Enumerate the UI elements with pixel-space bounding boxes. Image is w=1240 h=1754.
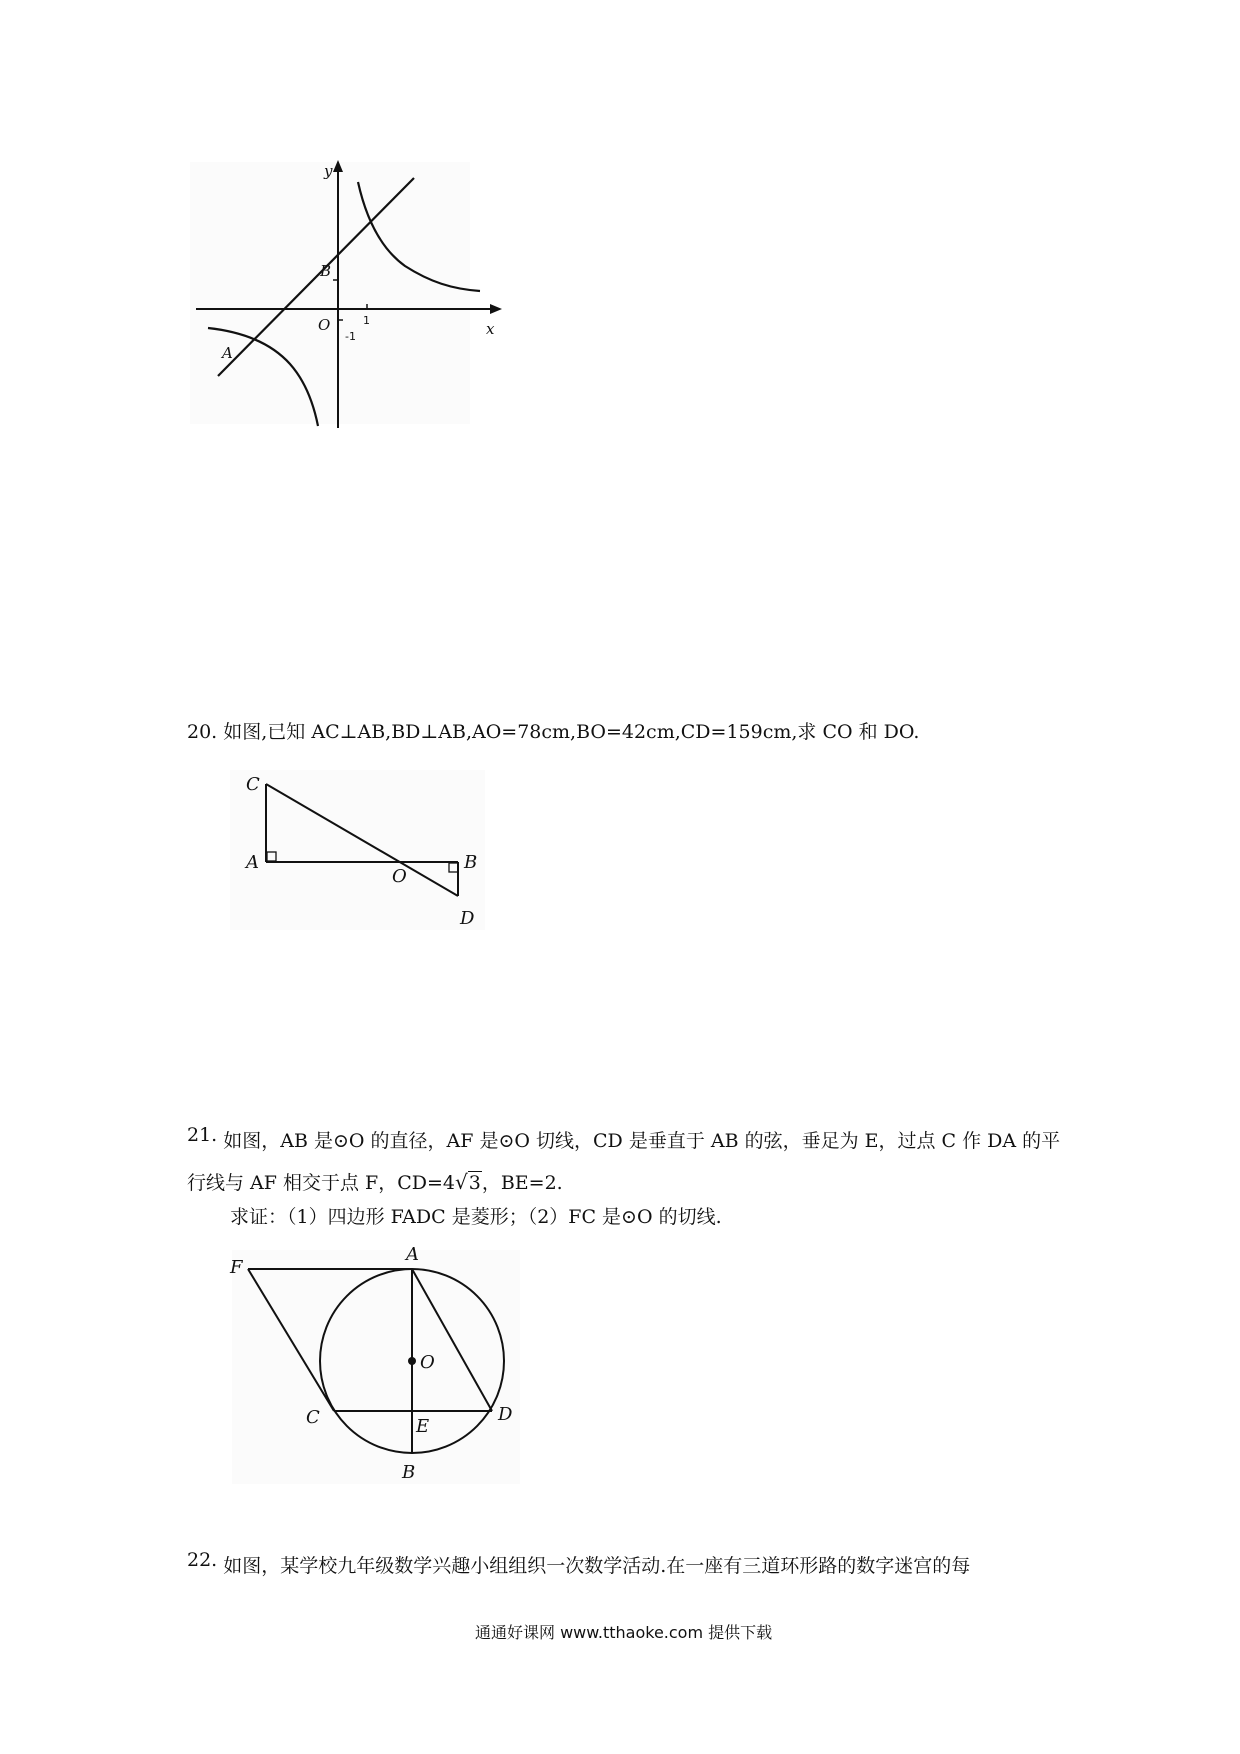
q20-label-c: C [246, 774, 260, 795]
q21-label-o: O [420, 1352, 435, 1373]
q21-label-e: E [416, 1416, 430, 1437]
point-a-label: A [222, 344, 233, 362]
q21-line2 [187, 1169, 563, 1196]
q21-line2-rad: 3 [468, 1172, 481, 1194]
x-axis-arrow-icon [490, 304, 502, 314]
q21-line3 [230, 1204, 722, 1230]
q21-line3-text: 求证：（1）四边形 FADC 是菱形；（2）FC 是⊙O 的切线. [230, 1206, 722, 1228]
x-axis-label: x [486, 320, 495, 338]
q21-label-a: A [406, 1244, 419, 1265]
q21-figure [226, 1242, 526, 1492]
y-tick-label: -1 [345, 330, 356, 343]
q21-label-c: C [306, 1407, 320, 1428]
q21-number: 21. [187, 1124, 218, 1146]
q21-line1-text: 如图，AB 是⊙O 的直径，AF 是⊙O 切线，CD 是垂直于 AB 的弦，垂足为 E，过点 C 作 DA 的平 [223, 1130, 1061, 1152]
origin-label: O [318, 316, 331, 334]
page-footer: 通通好课网 www.tthaoke.com 提供下载 [475, 1623, 773, 1642]
q20-number: 20. [187, 721, 218, 743]
q20-label-o: O [392, 866, 407, 887]
point-b-label: B [320, 262, 332, 280]
sqrt-icon: √ [455, 1170, 468, 1194]
q21-label-d: D [498, 1404, 513, 1425]
q20-label-d: D [460, 908, 475, 929]
q20-label-a: A [246, 852, 259, 873]
q21-line2-post: ，BE=2. [481, 1172, 563, 1194]
q21-line1 [187, 1124, 1061, 1154]
q21-label-f: F [230, 1257, 243, 1278]
coordinate-graph-figure [190, 158, 495, 428]
q21-line2-coef: 4 [442, 1172, 455, 1194]
x-tick-label: 1 [363, 314, 370, 327]
q20-figure [230, 770, 490, 930]
q22-text: 如图，某学校九年级数学兴趣小组组织一次数学活动.在一座有三道环形路的数字迷宫的每 [223, 1555, 971, 1577]
q22-line [187, 1549, 971, 1579]
q20-text: 如图,已知 AC⊥AB,BD⊥AB,AO=78cm,BO=42cm,CD=159cm,求 CO 和 DO. [223, 721, 920, 743]
y-axis-label: y [324, 162, 333, 180]
center-dot-icon [408, 1357, 416, 1365]
q20-line [187, 719, 919, 745]
q21-line2-pre: 行线与 AF 相交于点 F，CD= [187, 1172, 443, 1194]
q22-number: 22. [187, 1549, 218, 1571]
q20-label-b: B [464, 852, 478, 873]
q21-label-b: B [402, 1462, 416, 1483]
